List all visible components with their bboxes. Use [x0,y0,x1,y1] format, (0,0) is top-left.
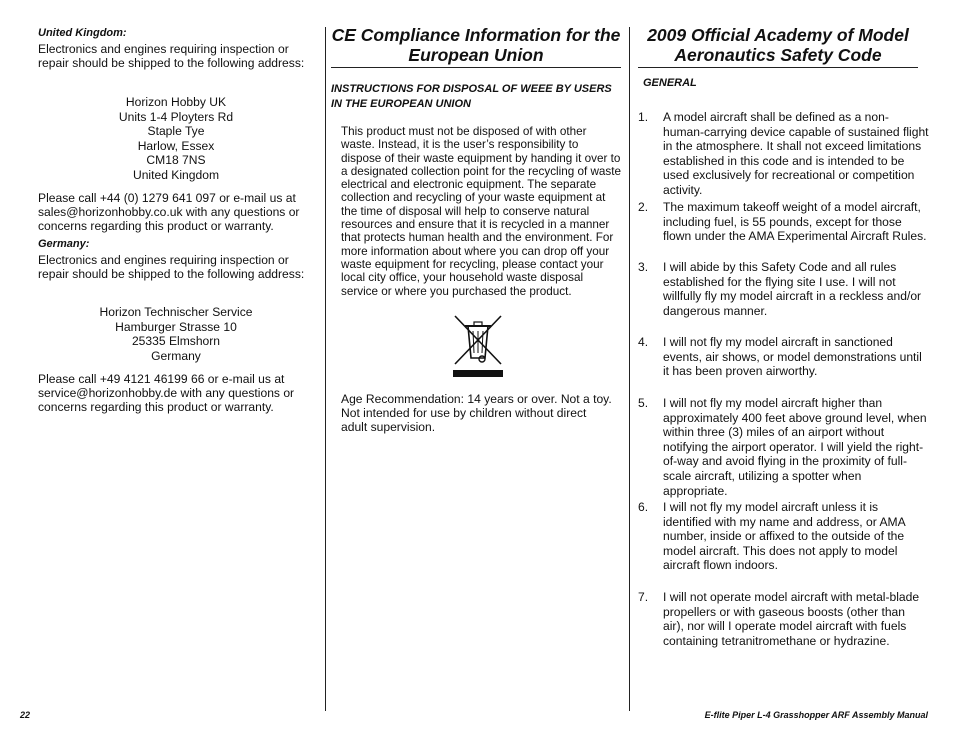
address-line: 25335 Elmshorn [131,334,221,349]
ama-safety-code-title: 2009 Official Academy of Model Aeronautics Safety Code [638,25,918,68]
germany-contact: Please call +49 4121 46199 66 or e-mail us at service@horizonhobby.de with any questions or concerns regarding this product or warranty. [38,372,295,414]
manual-title-footer: E-flite Piper L-4 Grasshopper ARF Assembly Manual [704,710,928,720]
general-subheading: GENERAL [643,77,697,89]
address-line: Horizon Technischer Service [99,305,253,319]
uk-contact: Please call +44 (0) 1279 641 097 or e-mail us at sales@horizonhobby.co.uk with any questions or concerns regarding this product or warranty. [38,191,300,233]
uk-address [38,95,314,183]
ce-compliance-title: CE Compliance Information for the European Union [331,25,621,68]
address-line: Units 1-4 Ployters Rd [118,109,234,124]
list-item-text: A model aircraft shall be defined as a non-human-carrying device capable of sustained flight in the atmosphere. It shall not exceed limitations established in this code and is intended to be used exclusively for recreational or competition activity. [663,110,929,197]
germany-address [38,305,314,363]
list-item-number: 2. [638,200,649,214]
list-item-text: The maximum takeoff weight of a model aircraft, including fuel, is 55 pounds, except for those flown under the AMA Experimental Aircraft Rules. [663,200,927,244]
list-item-number: 4. [638,335,649,349]
weee-subheading: INSTRUCTIONS FOR DISPOSAL OF WEEE BY USERS IN THE EUROPEAN UNION [331,83,612,110]
list-item-text: I will abide by this Safety Code and all rules established for the flying site I use. I will not willfully fly my model aircraft in a reckless and/or dangerous manner. [663,260,922,318]
column-divider [629,27,630,711]
list-item-number: 3. [638,260,649,274]
uk-intro: Electronics and engines requiring inspection or repair should be shipped to the following address: [38,42,305,70]
age-recommendation: Age Recommendation: 14 years or over. Not a toy. Not intended for use by children without direct adult supervision. [341,392,612,434]
uk-heading: United Kingdom: [38,27,127,39]
address-line: Staple Tye [147,124,205,139]
list-item-number: 7. [638,590,649,604]
column-divider [325,27,326,711]
list-item-text: I will not operate model aircraft with metal-blade propellers or with gaseous boosts (other than air), nor will I operate model aircraft with fuels containing tetranitromethane or hydrazine. [663,590,920,648]
list-item-number: 1. [638,110,649,124]
address-line: Harlow, Essex [137,138,215,153]
address-line: Horizon Hobby UK [125,95,227,109]
germany-intro: Electronics and engines requiring inspection or repair should be shipped to the following address: [38,253,305,281]
weee-body: This product must not be disposed of with other waste. Instead, it is the user’s responsibility to dispose of their waste equipment by handing it over to a designated collection point for the recycling of waste electrical and electronic equipment. The separate collection and recycling of your waste equipment at the time of disposal will help to conserve natural resources and ensure that it is recycled in a manner that protects human health and the environment. For more information about where you can drop off your waste equipment for recycling, please contact your local city office, your household waste disposal service or where you purchased the product. [341,125,622,298]
address-line: United Kingdom [132,167,220,182]
list-item-text: I will not fly my model aircraft in sanctioned events, air shows, or model demonstrations until it has been proven airworthy. [663,335,922,379]
list-item-number: 6. [638,500,649,514]
list-item-text: I will not fly my model aircraft higher than approximately 400 feet above ground level, when within three (3) miles of an airport without notifying the airport operator. I will yield the right-of-way and avoid flying in the proximity of full-scale aircraft, utilizing a spotter when appropriate. [663,396,927,498]
germany-heading: Germany: [38,238,90,250]
crossed-out-wheelie-bin-icon [453,314,503,378]
list-item-text: I will not fly my model aircraft unless it is identified with my name and address, or AMA number, inside or affixed to the outside of the model aircraft. This does not apply to model aircraft flown indoors. [663,500,905,573]
address-line: Hamburger Strasse 10 [115,319,237,334]
address-line: Germany [151,348,201,363]
list-item-number: 5. [638,396,649,410]
address-line: CM18 7NS [146,153,206,168]
page-number: 22 [20,710,31,720]
